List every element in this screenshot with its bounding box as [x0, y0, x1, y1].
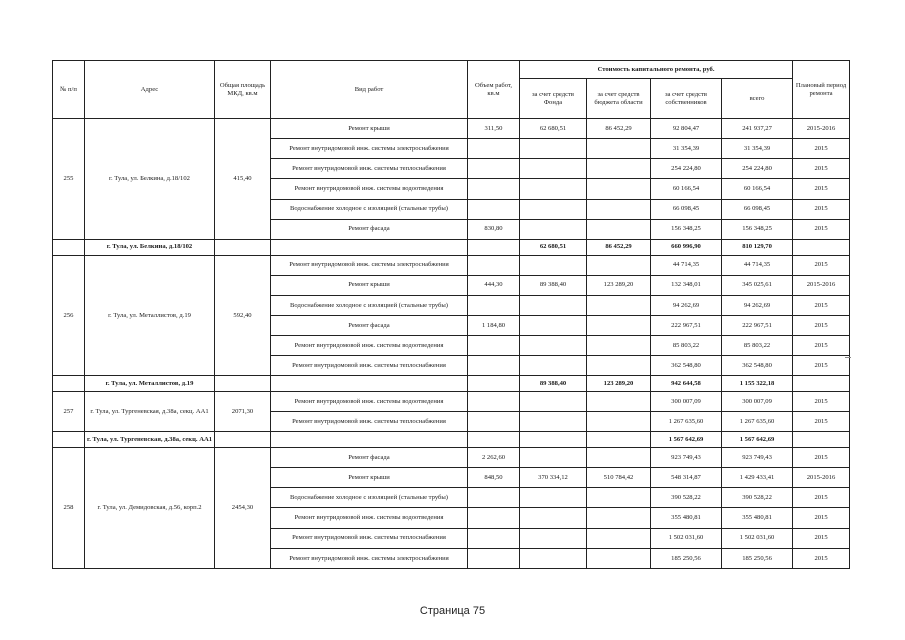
fund-cell: [520, 356, 587, 376]
period-cell: 2015: [793, 295, 850, 315]
row-number: 255: [53, 119, 85, 240]
period-cell: 2015: [793, 199, 850, 219]
fund-cell: [520, 219, 587, 239]
regional-cell: [587, 199, 651, 219]
period-cell: 2015: [793, 412, 850, 432]
address-cell: г. Тула, ул. Белкина, д.18/102: [85, 119, 215, 240]
subtotal-row: [53, 376, 850, 392]
subtotal-empty: [793, 239, 850, 255]
fund-cell: [520, 179, 587, 199]
fund-cell: 370 334,12: [520, 468, 587, 488]
regional-cell: [587, 219, 651, 239]
regional-cell: [587, 315, 651, 335]
col-owners-header: за счет средств собственников: [651, 79, 722, 119]
work-type-cell: Ремонт фасада: [271, 447, 468, 467]
period-cell: 2015: [793, 528, 850, 548]
subtotal-empty: [468, 432, 520, 448]
volume-cell: [468, 139, 520, 159]
subtotal-empty: [271, 376, 468, 392]
fund-cell: [520, 447, 587, 467]
col-work-header: Вид работ: [271, 61, 468, 119]
fund-cell: [520, 548, 587, 568]
subtotal-row: [53, 239, 850, 255]
owners-cell: 548 314,87: [651, 468, 722, 488]
volume-cell: [468, 179, 520, 199]
subtotal-empty: [793, 376, 850, 392]
fund-cell: [520, 139, 587, 159]
col-num-header: № п/п: [53, 61, 85, 119]
subtotal-fund: 62 680,51: [520, 239, 587, 255]
fund-cell: [520, 159, 587, 179]
subtotal-owners: 942 644,58: [651, 376, 722, 392]
volume-cell: [468, 412, 520, 432]
work-type-cell: Ремонт крыши: [271, 468, 468, 488]
total-cell: 241 937,27: [722, 119, 793, 139]
owners-cell: 94 262,69: [651, 295, 722, 315]
subtotal-owners: 660 996,90: [651, 239, 722, 255]
document-page: [52, 60, 847, 569]
work-type-cell: Ремонт внутридомовой инж. системы водоотведения: [271, 392, 468, 412]
owners-cell: 1 502 031,60: [651, 528, 722, 548]
subtotal-total: 1 567 642,69: [722, 432, 793, 448]
regional-cell: 123 289,20: [587, 275, 651, 295]
col-regional-header: за счет средств бюджета области: [587, 79, 651, 119]
subtotal-empty: [793, 432, 850, 448]
area-cell: 2071,30: [215, 392, 271, 432]
total-cell: 362 548,80: [722, 356, 793, 376]
work-type-cell: Ремонт внутридомовой инж. системы электроснабжения: [271, 255, 468, 275]
total-cell: 1 267 635,60: [722, 412, 793, 432]
fund-cell: [520, 508, 587, 528]
area-cell: 592,40: [215, 255, 271, 376]
work-type-cell: Ремонт крыши: [271, 275, 468, 295]
col-address-header: Адрес: [85, 61, 215, 119]
work-type-cell: Ремонт внутридомовой инж. системы водоотведения: [271, 508, 468, 528]
regional-cell: [587, 508, 651, 528]
fund-cell: [520, 295, 587, 315]
total-cell: 94 262,69: [722, 295, 793, 315]
owners-cell: 85 803,22: [651, 336, 722, 356]
total-cell: 31 354,39: [722, 139, 793, 159]
subtotal-fund: 89 388,40: [520, 376, 587, 392]
total-cell: 156 348,25: [722, 219, 793, 239]
cost-group-header: Стоимость капитального ремонта, руб.: [520, 61, 793, 79]
total-cell: 1 502 031,60: [722, 528, 793, 548]
subtotal-empty: [468, 376, 520, 392]
subtotal-regional: 86 452,29: [587, 239, 651, 255]
period-cell: 2015: [793, 315, 850, 335]
fund-cell: [520, 255, 587, 275]
address-cell: г. Тула, ул. Тургеневская, д.38а, секц. АА1: [85, 392, 215, 432]
regional-cell: 510 784,42: [587, 468, 651, 488]
work-type-cell: Водоснабжение холодное с изоляцией (стальные трубы): [271, 295, 468, 315]
total-cell: 345 025,61: [722, 275, 793, 295]
work-type-cell: Ремонт фасада: [271, 315, 468, 335]
subtotal-row: [53, 432, 850, 448]
total-cell: 60 166,54: [722, 179, 793, 199]
period-cell: 2015: [793, 548, 850, 568]
work-type-cell: Ремонт внутридомовой инж. системы теплоснабжения: [271, 528, 468, 548]
total-cell: 254 224,80: [722, 159, 793, 179]
regional-cell: [587, 139, 651, 159]
row-number: 257: [53, 392, 85, 432]
total-cell: 390 528,22: [722, 488, 793, 508]
owners-cell: 362 548,80: [651, 356, 722, 376]
total-cell: 222 967,51: [722, 315, 793, 335]
work-type-cell: Ремонт внутридомовой инж. системы теплоснабжения: [271, 159, 468, 179]
volume-cell: [468, 528, 520, 548]
subtotal-regional: [587, 432, 651, 448]
period-cell: 2015: [793, 447, 850, 467]
work-type-cell: Ремонт фасада: [271, 219, 468, 239]
volume-cell: [468, 488, 520, 508]
volume-cell: 2 262,60: [468, 447, 520, 467]
volume-cell: [468, 508, 520, 528]
period-cell: 2015: [793, 336, 850, 356]
owners-cell: 355 480,81: [651, 508, 722, 528]
work-type-cell: Ремонт внутридомовой инж. системы электроснабжения: [271, 139, 468, 159]
period-cell: 2015: [793, 179, 850, 199]
address-cell: г. Тула, ул. Металлистов, д.19: [85, 255, 215, 376]
subtotal-empty: [468, 239, 520, 255]
subtotal-empty: [215, 239, 271, 255]
regional-cell: [587, 336, 651, 356]
area-cell: 415,40: [215, 119, 271, 240]
owners-cell: 92 804,47: [651, 119, 722, 139]
volume-cell: [468, 392, 520, 412]
subtotal-empty: [271, 239, 468, 255]
period-cell: 2015: [793, 508, 850, 528]
owners-cell: 923 749,43: [651, 447, 722, 467]
owners-cell: 390 528,22: [651, 488, 722, 508]
period-cell: 2015: [793, 392, 850, 412]
regional-cell: 86 452,29: [587, 119, 651, 139]
table-row: [53, 119, 850, 139]
fund-cell: [520, 528, 587, 548]
owners-cell: 44 714,35: [651, 255, 722, 275]
volume-cell: [468, 548, 520, 568]
subtotal-owners: 1 567 642,69: [651, 432, 722, 448]
total-cell: 44 714,35: [722, 255, 793, 275]
volume-cell: 444,30: [468, 275, 520, 295]
fund-cell: [520, 315, 587, 335]
page-number: Страница 75: [419, 605, 486, 617]
period-cell: 2015-2016: [793, 119, 850, 139]
subtotal-label: г. Тула, ул. Белкина, д.18/102: [85, 239, 215, 255]
repair-table: [52, 60, 850, 569]
work-type-cell: Ремонт внутридомовой инж. системы водоотведения: [271, 179, 468, 199]
total-cell: 85 803,22: [722, 336, 793, 356]
fund-cell: [520, 412, 587, 432]
subtotal-fund: [520, 432, 587, 448]
table-row: [53, 447, 850, 467]
regional-cell: [587, 179, 651, 199]
regional-cell: [587, 295, 651, 315]
total-cell: 923 749,43: [722, 447, 793, 467]
subtotal-empty: [215, 432, 271, 448]
subtotal-label: г. Тула, ул. Металлистов, д.19: [85, 376, 215, 392]
subtotal-total: 810 129,70: [722, 239, 793, 255]
owners-cell: 132 348,01: [651, 275, 722, 295]
work-type-cell: Ремонт внутридомовой инж. системы электроснабжения: [271, 548, 468, 568]
row-number: 258: [53, 447, 85, 568]
subtotal-spacer: [53, 239, 85, 255]
owners-cell: 31 354,39: [651, 139, 722, 159]
total-cell: 300 007,09: [722, 392, 793, 412]
address-cell: г. Тула, ул. Демидовская, д.56, корп.2: [85, 447, 215, 568]
fund-cell: [520, 392, 587, 412]
fund-cell: [520, 488, 587, 508]
owners-cell: 185 250,56: [651, 548, 722, 568]
owners-cell: 60 166,54: [651, 179, 722, 199]
row-number: 256: [53, 255, 85, 376]
scan-mark: [845, 357, 851, 358]
regional-cell: [587, 548, 651, 568]
fund-cell: 89 388,40: [520, 275, 587, 295]
regional-cell: [587, 356, 651, 376]
col-period-header: Плановый период ремонта: [793, 61, 850, 119]
table-row: [53, 255, 850, 275]
volume-cell: 830,80: [468, 219, 520, 239]
volume-cell: [468, 255, 520, 275]
subtotal-spacer: [53, 376, 85, 392]
volume-cell: 1 184,80: [468, 315, 520, 335]
regional-cell: [587, 528, 651, 548]
period-cell: 2015-2016: [793, 275, 850, 295]
volume-cell: [468, 336, 520, 356]
subtotal-total: 1 155 322,18: [722, 376, 793, 392]
volume-cell: [468, 356, 520, 376]
owners-cell: 222 967,51: [651, 315, 722, 335]
col-volume-header: Объем работ, кв.м: [468, 61, 520, 119]
table-row: [53, 392, 850, 412]
regional-cell: [587, 447, 651, 467]
period-cell: 2015: [793, 356, 850, 376]
subtotal-regional: 123 289,20: [587, 376, 651, 392]
period-cell: 2015-2016: [793, 468, 850, 488]
owners-cell: 300 007,09: [651, 392, 722, 412]
volume-cell: 311,50: [468, 119, 520, 139]
fund-cell: 62 680,51: [520, 119, 587, 139]
work-type-cell: Ремонт внутридомовой инж. системы теплоснабжения: [271, 356, 468, 376]
col-area-header: Общая площадь МКД, кв.м: [215, 61, 271, 119]
owners-cell: 156 348,25: [651, 219, 722, 239]
period-cell: 2015: [793, 255, 850, 275]
owners-cell: 254 224,80: [651, 159, 722, 179]
area-cell: 2454,30: [215, 447, 271, 568]
total-cell: 1 429 433,41: [722, 468, 793, 488]
subtotal-empty: [215, 376, 271, 392]
work-type-cell: Ремонт внутридомовой инж. системы водоотведения: [271, 336, 468, 356]
regional-cell: [587, 159, 651, 179]
period-cell: 2015: [793, 159, 850, 179]
regional-cell: [587, 255, 651, 275]
subtotal-spacer: [53, 432, 85, 448]
work-type-cell: Водоснабжение холодное с изоляцией (стальные трубы): [271, 488, 468, 508]
total-cell: 185 250,56: [722, 548, 793, 568]
col-fund-header: за счет средств Фонда: [520, 79, 587, 119]
total-cell: 355 480,81: [722, 508, 793, 528]
table-body: [53, 119, 850, 569]
owners-cell: 1 267 635,60: [651, 412, 722, 432]
volume-cell: 848,50: [468, 468, 520, 488]
fund-cell: [520, 336, 587, 356]
regional-cell: [587, 412, 651, 432]
volume-cell: [468, 199, 520, 219]
subtotal-label: г. Тула, ул. Тургеневская, д.38а, секц. АА1: [85, 432, 215, 448]
regional-cell: [587, 488, 651, 508]
volume-cell: [468, 159, 520, 179]
period-cell: 2015: [793, 219, 850, 239]
work-type-cell: Ремонт внутридомовой инж. системы теплоснабжения: [271, 412, 468, 432]
work-type-cell: Водоснабжение холодное с изоляцией (стальные трубы): [271, 199, 468, 219]
col-total-header: всего: [722, 79, 793, 119]
period-cell: 2015: [793, 488, 850, 508]
regional-cell: [587, 392, 651, 412]
fund-cell: [520, 199, 587, 219]
period-cell: 2015: [793, 139, 850, 159]
subtotal-empty: [271, 432, 468, 448]
volume-cell: [468, 295, 520, 315]
owners-cell: 66 098,45: [651, 199, 722, 219]
work-type-cell: Ремонт крыши: [271, 119, 468, 139]
total-cell: 66 098,45: [722, 199, 793, 219]
